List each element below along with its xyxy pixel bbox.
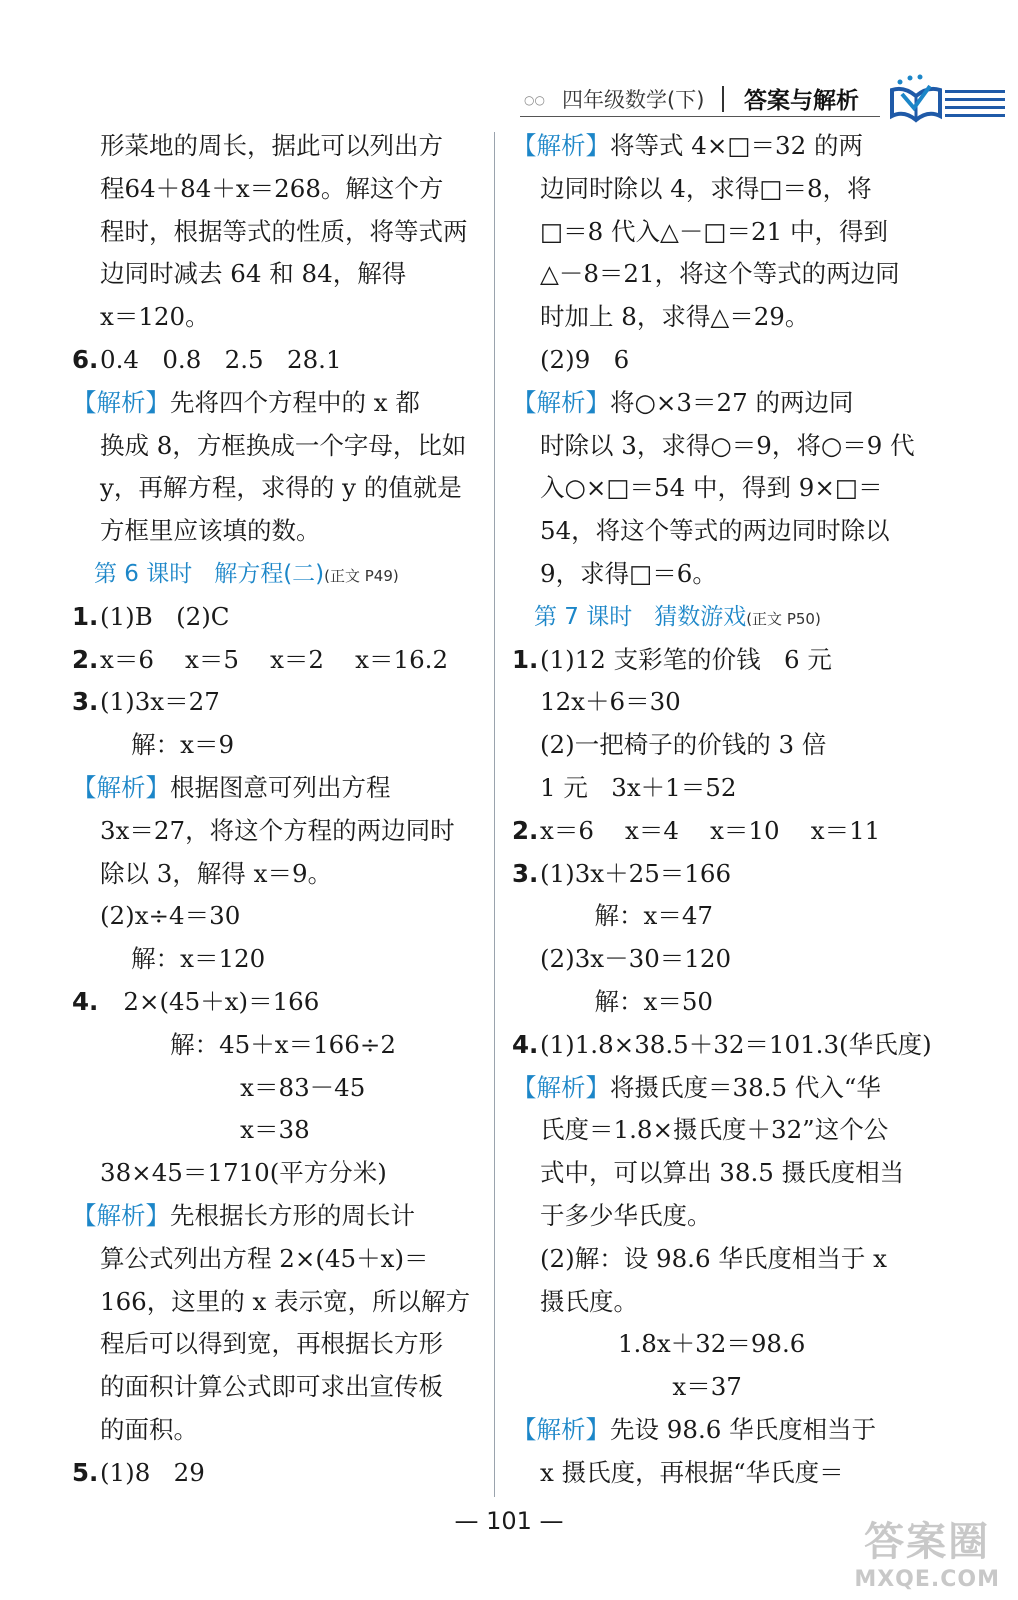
text-line — [72, 1281, 482, 1324]
question-number: 4. — [512, 1029, 539, 1059]
text-line — [512, 168, 924, 211]
line-text: 9，求得□＝6。 — [540, 558, 717, 588]
line-text: 的面积。 — [100, 1414, 198, 1444]
line-text: 2×(45＋x)＝166 — [100, 986, 320, 1016]
line-text: x＝83－45 — [100, 1072, 366, 1102]
line-text: 方框里应该填的数。 — [100, 516, 321, 546]
line-text: 时除以 3，求得○＝9，将○＝9 代 — [540, 430, 915, 460]
line-text: 摄氏度。 — [540, 1286, 638, 1316]
text-line — [512, 125, 924, 168]
text-line — [512, 724, 924, 767]
line-text: x＝6 x＝5 x＝2 x＝16.2 — [100, 644, 449, 674]
text-line — [72, 1152, 482, 1195]
textbook-page-ref: (正文 P50) — [746, 609, 821, 628]
page-number: — 101 — — [454, 1507, 564, 1535]
line-text: 12x＋6＝30 — [540, 687, 681, 717]
line-text: (1)12 支彩笔的价钱 6 元 — [540, 644, 832, 674]
question-number: 3. — [72, 687, 99, 717]
text-line — [512, 810, 924, 853]
right-column — [512, 125, 932, 1495]
left-column — [72, 125, 482, 1495]
line-text: 3x＝27，将这个方程的两边同时 — [100, 815, 455, 845]
question-number: 4. — [72, 986, 99, 1016]
text-line — [512, 639, 924, 682]
line-text: 换成 8，方框换成一个字母，比如 — [100, 430, 467, 460]
text-line — [72, 639, 482, 682]
book-logo-icon — [886, 72, 946, 124]
text-line — [72, 767, 482, 810]
line-text: 程64＋84＋x＝268。解这个方 — [100, 173, 444, 203]
text-line — [512, 681, 924, 724]
text-line — [72, 1195, 482, 1238]
text-line — [72, 895, 482, 938]
header-stripes — [945, 90, 1005, 122]
text-line — [512, 1109, 924, 1152]
section-title: 第 6 课时 解方程(二) — [94, 560, 325, 587]
header-dots: ○○ — [524, 93, 545, 107]
analysis-tag: 【解析】 — [512, 131, 610, 160]
line-text: 38×45＝1710(平方分米) — [100, 1158, 387, 1188]
line-text: x 摄氏度，再根据“华氏度＝ — [540, 1457, 844, 1487]
text-line — [72, 853, 482, 896]
text-line — [512, 1452, 924, 1495]
text-line — [512, 853, 924, 896]
text-line — [72, 510, 482, 553]
line-text: x＝37 — [540, 1372, 742, 1402]
analysis-tag: 【解析】 — [72, 772, 170, 802]
textbook-page-ref: (正文 P49) — [324, 566, 399, 585]
text-line — [512, 1323, 924, 1366]
text-line — [512, 1366, 924, 1409]
line-text: (1)8 29 — [100, 1457, 205, 1487]
question-number: 1. — [512, 644, 539, 674]
line-text: (1)1.8×38.5＋32＝101.3(华氏度) — [540, 1029, 932, 1059]
text-line — [72, 724, 482, 767]
line-text: x＝38 — [100, 1115, 310, 1145]
text-line — [512, 767, 924, 810]
line-text: (2)一把椅子的价钱的 3 倍 — [540, 730, 827, 760]
text-line — [512, 1238, 924, 1281]
text-line — [512, 296, 924, 339]
header-separator — [722, 86, 724, 112]
text-line — [512, 938, 924, 981]
header-rule — [520, 116, 880, 117]
line-text: 的面积计算公式即可求出宣传板 — [100, 1372, 443, 1402]
analysis-tag: 【解析】 — [512, 1414, 610, 1444]
line-text: (1)B (2)C — [100, 601, 230, 631]
text-line — [72, 1067, 482, 1110]
text-line — [512, 553, 924, 596]
text-line — [512, 1281, 924, 1324]
section-title: 第 7 课时 猜数游戏 — [534, 603, 747, 630]
text-line — [512, 339, 924, 382]
line-text: 将摄氏度＝38.5 代入“华 — [610, 1072, 881, 1102]
line-text: (2)3x－30＝120 — [540, 944, 732, 974]
text-line — [72, 339, 482, 382]
line-text: (2)9 6 — [540, 344, 630, 374]
text-line — [72, 1109, 482, 1152]
text-line — [72, 253, 482, 296]
text-line — [512, 1152, 924, 1195]
line-text: 除以 3，解得 x＝9。 — [100, 858, 333, 888]
line-text: x＝6 x＝4 x＝10 x＝11 — [540, 815, 881, 845]
line-text: 算公式列出方程 2×(45＋x)＝ — [100, 1243, 429, 1273]
line-text: 先将四个方程中的 x 都 — [170, 387, 420, 417]
text-line — [72, 168, 482, 211]
line-text: □＝8 代入△－□＝21 中，得到 — [540, 216, 888, 246]
line-text: 边同时减去 64 和 84，解得 — [100, 259, 407, 289]
line-text: 1 元 3x＋1＝52 — [540, 772, 737, 802]
watermark-url: MXQE.COM — [854, 1567, 1000, 1592]
line-text: (1)3x＋25＝166 — [540, 858, 732, 888]
line-text: 程时，根据等式的性质，将等式两 — [100, 216, 468, 246]
line-text: △－8＝21，将这个等式的两边同 — [540, 259, 900, 289]
text-line — [72, 1409, 482, 1452]
line-text: 解：x＝47 — [540, 901, 714, 931]
watermark — [854, 1510, 1000, 1592]
text-line — [72, 596, 482, 639]
line-text: 0.4 0.8 2.5 28.1 — [100, 344, 342, 374]
line-text: 式中，可以算出 38.5 摄氏度相当 — [540, 1158, 905, 1188]
line-text: 时加上 8，求得△＝29。 — [540, 302, 810, 332]
section-heading — [512, 596, 924, 639]
line-text: 解：x＝9 — [100, 730, 235, 760]
watermark-logo-text: 答案圈 — [864, 1519, 991, 1565]
question-number: 1. — [72, 601, 99, 631]
text-line — [72, 425, 482, 468]
text-line — [512, 253, 924, 296]
line-text: x＝120。 — [100, 302, 210, 332]
line-text: 程后可以得到宽，再根据长方形 — [100, 1329, 443, 1359]
line-text: 解：x＝120 — [100, 944, 266, 974]
text-line — [72, 382, 482, 425]
analysis-tag: 【解析】 — [512, 1072, 610, 1102]
line-text: 先根据长方形的周长计 — [170, 1200, 415, 1230]
line-text: 边同时除以 4，求得□＝8，将 — [540, 173, 872, 203]
text-line — [512, 382, 924, 425]
text-line — [512, 1067, 924, 1110]
line-text: (1)3x＝27 — [100, 687, 220, 717]
text-line — [72, 296, 482, 339]
line-text: 解：x＝50 — [540, 986, 714, 1016]
text-line — [72, 1452, 482, 1495]
text-line — [72, 1238, 482, 1281]
line-text: (2)x÷4＝30 — [100, 901, 241, 931]
text-line — [512, 211, 924, 254]
line-text: 54，将这个等式的两边同时除以 — [540, 516, 890, 546]
analysis-tag: 【解析】 — [512, 387, 610, 417]
line-text: 根据图意可列出方程 — [170, 772, 391, 802]
text-line — [512, 1195, 924, 1238]
text-line — [72, 810, 482, 853]
text-line — [512, 510, 924, 553]
header-grade: 四年级数学(下) — [562, 88, 705, 112]
question-number: 3. — [512, 858, 539, 888]
text-line — [72, 1323, 482, 1366]
analysis-tag: 【解析】 — [72, 1200, 170, 1230]
text-line — [512, 1409, 924, 1452]
text-line — [72, 981, 482, 1024]
text-line — [512, 981, 924, 1024]
line-text: 先设 98.6 华氏度相当于 — [610, 1414, 877, 1444]
text-line — [512, 467, 924, 510]
text-line — [512, 425, 924, 468]
header-title: 答案与解析 — [744, 88, 859, 114]
page-header — [0, 60, 1018, 130]
text-line — [512, 1024, 932, 1067]
text-line — [72, 1366, 482, 1409]
question-number: 2. — [512, 815, 539, 845]
column-divider — [494, 132, 495, 1497]
text-line — [72, 938, 482, 981]
line-text: 解：45＋x＝166÷2 — [100, 1029, 396, 1059]
text-line — [72, 211, 482, 254]
section-heading — [72, 553, 482, 596]
line-text: 166，这里的 x 表示宽，所以解方 — [100, 1286, 471, 1316]
text-line — [72, 467, 482, 510]
text-line — [72, 681, 482, 724]
line-text: 将等式 4×□＝32 的两 — [610, 131, 864, 160]
line-text: y，再解方程，求得的 y 的值就是 — [100, 473, 462, 503]
analysis-tag: 【解析】 — [72, 387, 170, 417]
text-line — [72, 1024, 482, 1067]
line-text: 入○×□＝54 中，得到 9×□＝ — [540, 473, 883, 503]
text-line — [72, 125, 482, 168]
line-text: 于多少华氏度。 — [540, 1200, 712, 1230]
question-number: 5. — [72, 1457, 99, 1487]
line-text: 将○×3＝27 的两边同 — [610, 387, 854, 417]
question-number: 6. — [72, 344, 99, 374]
line-text: 形菜地的周长，据此可以列出方 — [100, 131, 443, 160]
line-text: 氏度＝1.8×摄氏度＋32”这个公 — [540, 1115, 889, 1145]
question-number: 2. — [72, 644, 99, 674]
line-text: 1.8x＋32＝98.6 — [540, 1329, 806, 1359]
line-text: (2)解：设 98.6 华氏度相当于 x — [540, 1243, 887, 1273]
text-line — [512, 895, 924, 938]
